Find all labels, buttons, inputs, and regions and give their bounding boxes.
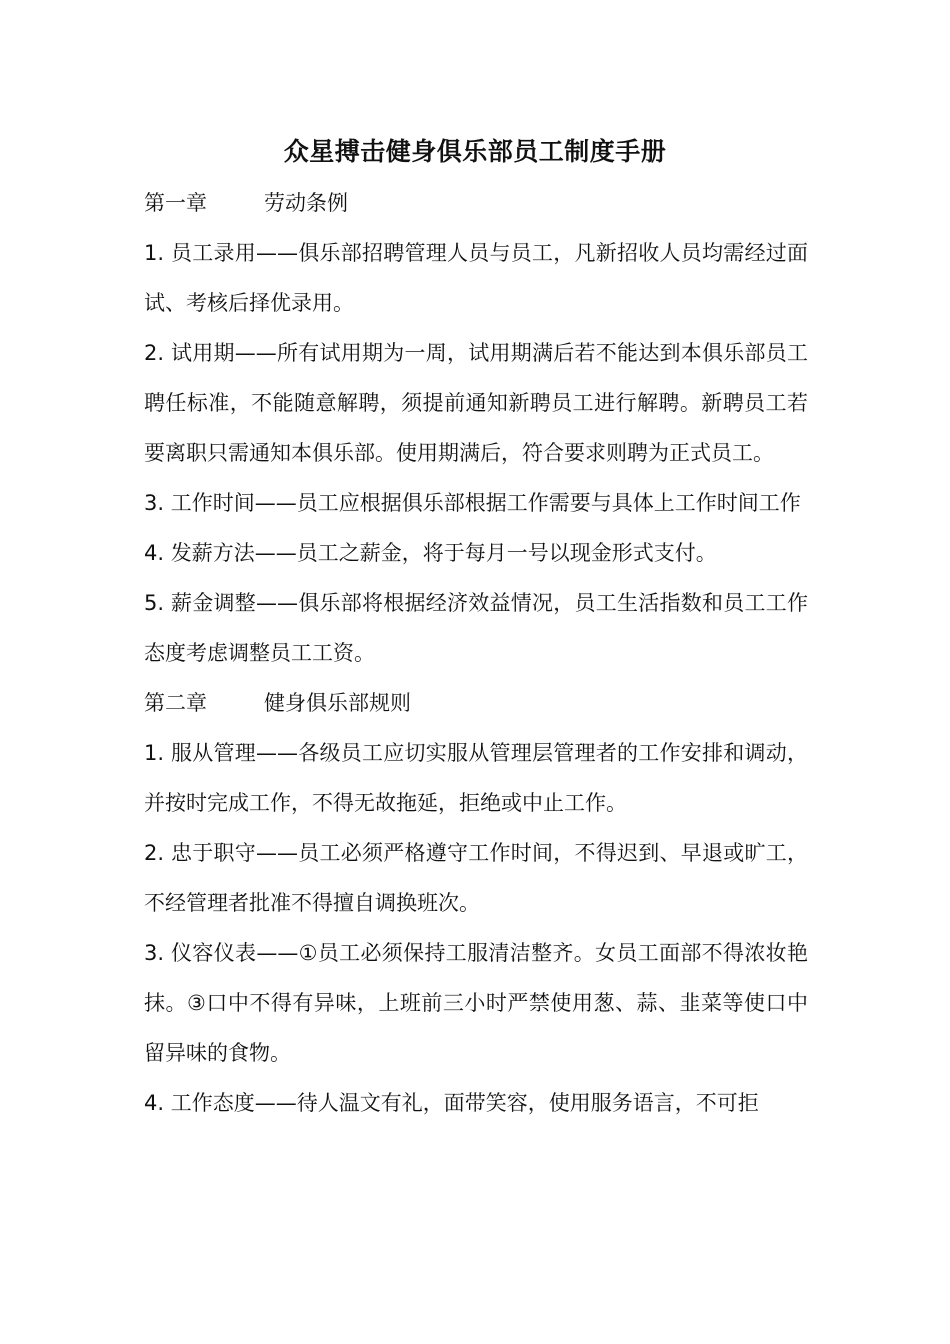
paragraph: 1. 员工录用——俱乐部招聘管理人员与员工，凡新招收人员均需经过面试、考核后择优录用。 — [144, 241, 808, 315]
document-body — [144, 178, 808, 1128]
paragraph: 5. 薪金调整——俱乐部将根据经济效益情况，员工生活指数和员工工作态度考虑调整员工工资。 — [144, 591, 808, 665]
chapter-name: 健身俱乐部规则 — [264, 691, 411, 715]
chapter-heading-1 — [144, 178, 808, 228]
paragraph: 3. 工作时间——员工应根据俱乐部根据工作需要与具体上工作时间工作 — [144, 491, 801, 515]
paragraph: 3. 仪容仪表——①员工必须保持工服清洁整齐。女员工面部不得浓妆艳抹。③口中不得有异味，上班前三小时严禁使用葱、蒜、韭菜等使口中留异味的食物。 — [144, 941, 808, 1065]
chapter-name: 劳动条例 — [264, 191, 348, 215]
chapter-number: 第一章 — [144, 191, 207, 215]
chapter-heading-2 — [144, 678, 808, 728]
paragraph: 2. 试用期——所有试用期为一周，试用期满后若不能达到本俱乐部员工聘任标准，不能随意解聘，须提前通知新聘员工进行解聘。新聘员工若要离职只需通知本俱乐部。使用期满后，符合要求则聘为正式员工。 — [144, 341, 808, 465]
paragraph: 2. 忠于职守——员工必须严格遵守工作时间，不得迟到、早退或旷工，不经管理者批准不得擅自调换班次。 — [144, 841, 808, 915]
paragraph: 1. 服从管理——各级员工应切实服从管理层管理者的工作安排和调动，并按时完成工作，不得无故拖延，拒绝或中止工作。 — [144, 741, 808, 815]
paragraph: 4. 工作态度——待人温文有礼，面带笑容，使用服务语言，不可拒 — [144, 1091, 759, 1115]
document-title: 众星搏击健身俱乐部员工制度手册 — [283, 137, 667, 166]
paragraph: 4. 发薪方法——员工之薪金，将于每月一号以现金形式支付。 — [144, 541, 717, 565]
chapter-number: 第二章 — [144, 691, 207, 715]
